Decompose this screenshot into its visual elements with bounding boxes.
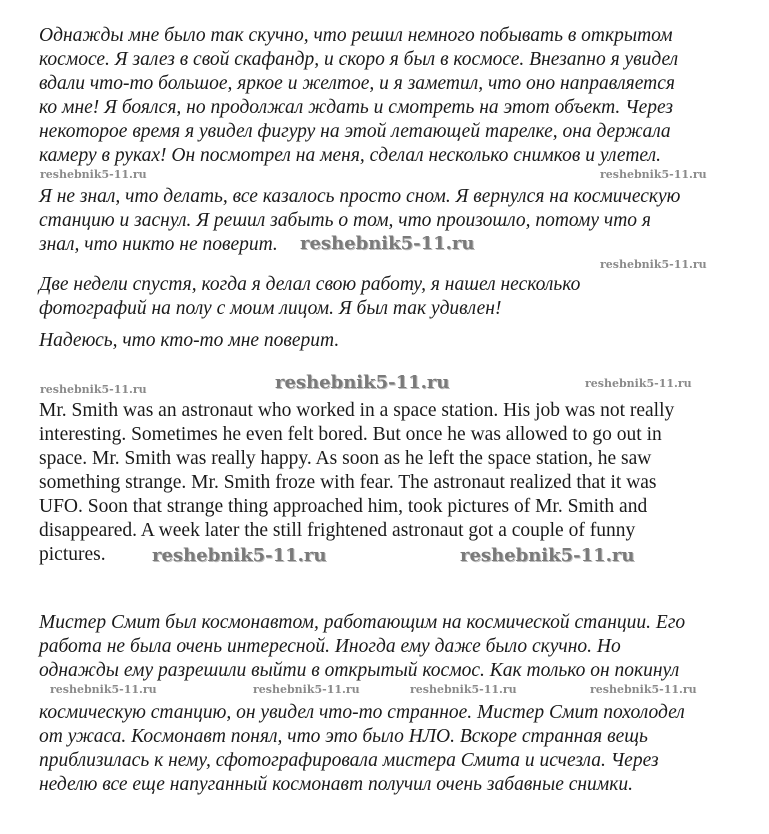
text-line-en-summary: disappeared. A week later the still frightened astronaut got a couple of funny [39, 520, 636, 541]
text-line-ru-story2: Я не знал, что делать, все казалось просто сном. Я вернулся на космическую [39, 186, 681, 207]
text-line-en-summary: UFO. Soon that strange thing approached him, took pictures of Mr. Smith and [39, 496, 648, 517]
watermark: reshebnik5-11.ru [585, 377, 692, 390]
watermark: reshebnik5-11.ru [275, 372, 450, 393]
watermark: reshebnik5-11.ru [590, 683, 697, 696]
text-line-ru-story3: фотографий на полу с моим лицом. Я был так удивлен! [39, 298, 502, 319]
text-line-ru-story: камеру в руках! Он посмотрел на меня, сделал несколько снимков и улетел. [39, 145, 661, 166]
watermark: reshebnik5-11.ru [460, 545, 635, 566]
text-line-ru-story: ко мне! Я боялся, но продолжал ждать и смотреть на этот объект. Через [39, 97, 674, 118]
text-line-en-summary: something strange. Mr. Smith froze with fear. The astronaut realized that it was [39, 472, 657, 493]
watermark: reshebnik5-11.ru [50, 683, 157, 696]
text-line-en-summary: pictures. [39, 544, 106, 565]
watermark: reshebnik5-11.ru [253, 683, 360, 696]
watermark: reshebnik5-11.ru [152, 545, 327, 566]
text-line-ru-story: Однажды мне было так скучно, что решил немного побывать в открытом [39, 25, 673, 46]
text-line-ru-summary: от ужаса. Космонавт понял, что это было НЛО. Вскоре странная вещь [39, 726, 648, 747]
text-line-ru-summary: неделю все еще напуганный космонавт получил очень забавные снимки. [39, 774, 633, 795]
watermark: reshebnik5-11.ru [40, 383, 147, 396]
text-line-ru-summary: работа не была очень интересной. Иногда ему даже было скучно. Но [39, 636, 621, 657]
text-line-ru-story2: станцию и заснул. Я решил забыть о том, что произошло, потому что я [39, 210, 651, 231]
text-line-en-summary: space. Mr. Smith was really happy. As soon as he left the space station, he saw [39, 448, 652, 469]
text-line-ru-summary: приблизилась к нему, сфотографировала мистера Смита и исчезла. Через [39, 750, 659, 771]
text-line-ru-story: некоторое время я увидел фигуру на этой летающей тарелке, она держала [39, 121, 671, 142]
watermark: reshebnik5-11.ru [40, 168, 147, 181]
watermark: reshebnik5-11.ru [600, 258, 707, 271]
text-line-ru-story3: Две недели спустя, когда я делал свою работу, я нашел несколько [39, 274, 581, 295]
text-line-ru-story2: знал, что никто не поверит. [39, 234, 278, 255]
watermark: reshebnik5-11.ru [410, 683, 517, 696]
text-line-ru-summary: однажды ему разрешили выйти в открытый космос. Как только он покинул [39, 660, 680, 681]
text-line-ru-story4: Надеюсь, что кто-то мне поверит. [39, 330, 340, 351]
text-line-ru-summary: космическую станцию, он увидел что-то странное. Мистер Смит похолодел [39, 702, 685, 723]
text-line-ru-summary: Мистер Смит был космонавтом, работающим на космической станции. Его [39, 612, 686, 633]
text-line-en-summary: Mr. Smith was an astronaut who worked in a space station. His job was not really [39, 400, 675, 421]
text-line-ru-story: космосе. Я залез в свой скафандр, и скоро я был в космосе. Внезапно я увидел [39, 49, 679, 70]
text-line-ru-story: вдали что-то большое, яркое и желтое, и я заметил, что оно направляется [39, 73, 675, 94]
watermark: reshebnik5-11.ru [600, 168, 707, 181]
watermark: reshebnik5-11.ru [300, 233, 475, 254]
text-line-en-summary: interesting. Sometimes he even felt bored. But once he was allowed to go out in [39, 424, 662, 445]
